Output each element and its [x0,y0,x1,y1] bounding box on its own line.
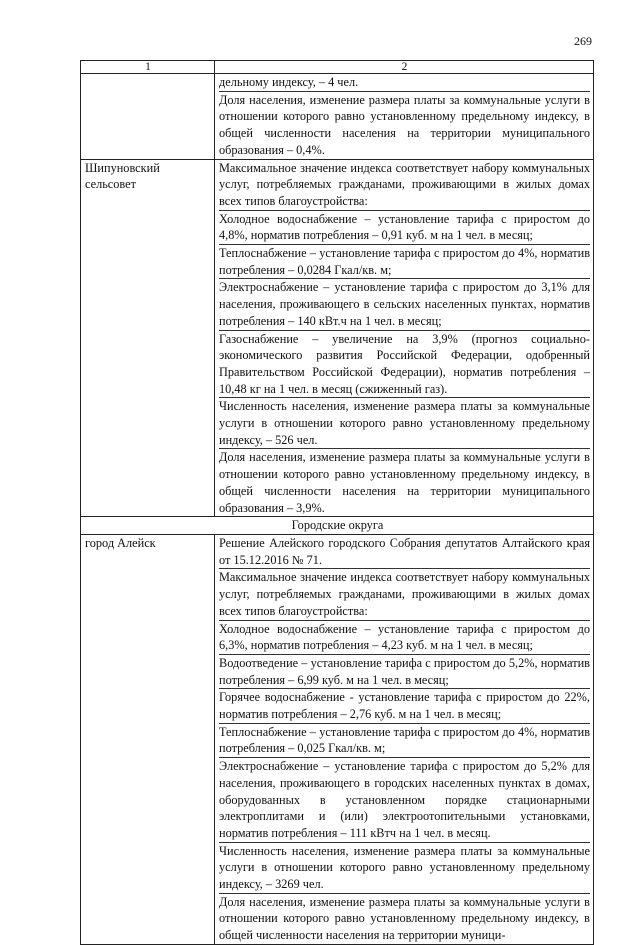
paragraph: Доля населения, изменение размера платы за коммунальные услуги в отношении которого равно установленному предельному индексу, в общей численности населения на территории муниципального образования – 0,4%. [219,92,590,157]
row-description [215,74,594,160]
page-number: 269 [574,34,592,48]
row-description [215,159,594,517]
municipality-name [81,74,215,160]
table-header-row [81,61,594,74]
paragraph: Теплоснабжение – установление тарифа с приростом до 4%, норматив потребления – 0,025 Гкал/кв. м; [219,724,590,756]
paragraph: Водоотведение – установление тарифа с приростом до 5,2%, норматив потребления – 6,99 куб. м на 1 чел. в месяц; [219,655,590,687]
municipality-name: город Алейск [81,534,215,944]
table-row-aleisk [81,534,594,944]
column-header-1: 1 [81,61,215,74]
paragraph: Решение Алейского городского Собрания депутатов Алтайского края от 15.12.2016 № 71. [219,535,590,567]
paragraph: Максимальное значение индекса соответствует набору коммунальных услуг, потребляемых гражданами, проживающими в жилых домах всех типов благоустройства: [219,570,590,618]
row-description [215,534,594,944]
paragraph: Газоснабжение – увеличение на 3,9% (прогноз социально-экономического развития Российской Федерации, одобренный Правительством Российской Федерации), норматив потребления – 10,48 кг на 1 чел. в месяц (сжиженный газ). [219,331,590,396]
indices-table [80,60,594,945]
paragraph: дельному индексу, – 4 чел. [219,75,359,89]
section-title: Городские округа [81,517,594,535]
table-row-shipunovsky [81,159,594,517]
table-row-continued [81,74,594,160]
paragraph: Численность населения, изменение размера платы за коммунальные услуги в отношении которого равно установленному предельному индексу, – 526 чел. [219,399,590,447]
paragraph: Горячее водоснабжение - установление тарифа с приростом до 22%, норматив потребления – 2,76 куб. м на 1 чел. в месяц; [219,690,590,722]
paragraph: Электроснабжение – установление тарифа с приростом до 3,1% для населения, проживающего в сельских населенных пунктах, норматив потребления – 140 кВт.ч на 1 чел. в месяц; [219,280,590,328]
paragraph: Численность населения, изменение размера платы за коммунальные услуги в отношении которого равно установленному предельному индексу, – 3269 чел. [219,843,590,892]
paragraph: Доля населения, изменение размера платы за коммунальные услуги в отношении которого равно установленному предельному индексу, в общей численности населения на территории муниципального образования – 3,9%. [219,450,590,515]
paragraph: Холодное водоснабжение – установление тарифа с приростом до 4,8%, норматив потребления – 0,91 куб. м на 1 чел. в месяц; [219,211,590,243]
paragraph: Холодное водоснабжение – установление тарифа с приростом до 6,3%, норматив потребления – 4,23 куб. м на 1 чел. в месяц; [219,621,590,653]
municipality-name: Шипуновский сельсовет [81,159,215,517]
paragraph: Максимальное значение индекса соответствует набору коммунальных услуг, потребляемых гражданами, проживающими в жилых домах всех типов благоустройства: [219,160,590,208]
section-row [81,517,594,535]
paragraph: Теплоснабжение – установление тарифа с приростом до 4%, норматив потребления – 0,0284 Гкал/кв. м; [219,246,590,277]
paragraph: Электроснабжение – установление тарифа с приростом до 5,2% для населения, проживающего в городских населенных пунктах в домах, оборудованных в установленном порядке стационарными электроплитами и (или) электроотопительными установками, норматив потребления – 111 кВтч на 1 чел. в месяц. [219,759,590,840]
column-header-2: 2 [215,61,594,74]
paragraph: Доля населения, изменение размера платы за коммунальные услуги в отношении которого равно установленному предельному индексу, в общей численности населения на территории муници- [219,894,590,943]
